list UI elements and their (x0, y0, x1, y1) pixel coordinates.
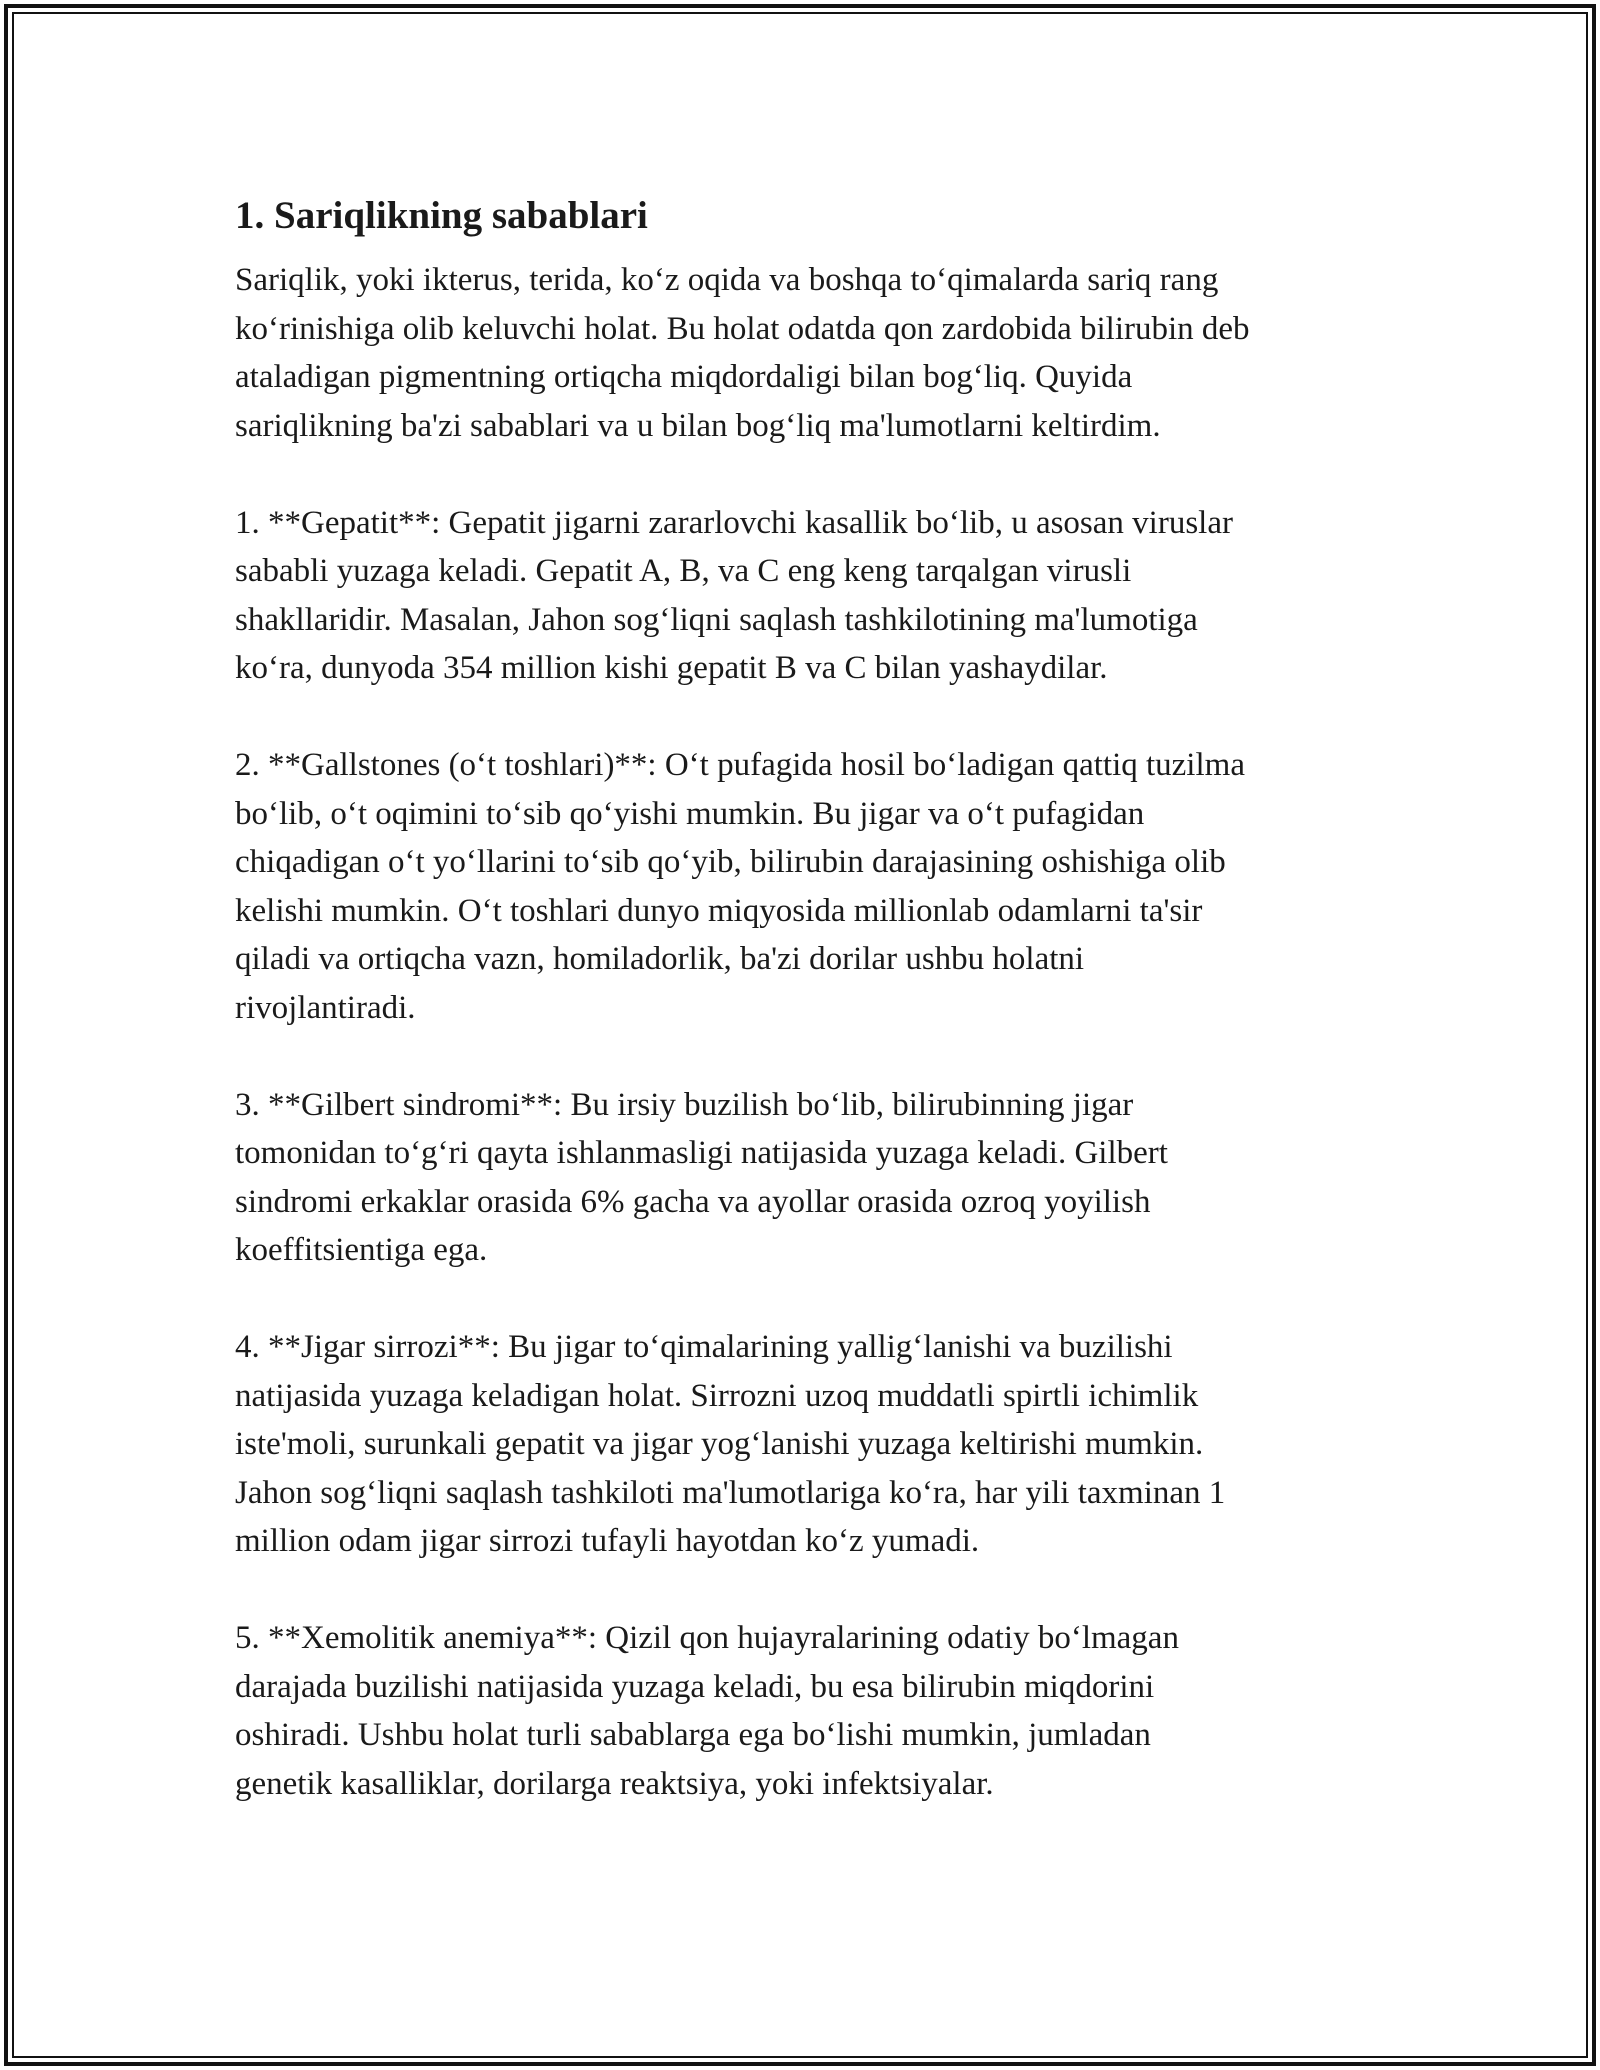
document-body (235, 188, 1385, 1857)
text-line: darajada buzilishi natijasida yuzaga keladi, bu esa bilirubin miqdorini (235, 1668, 1155, 1705)
text-line: Jahon sog‘liqni saqlash tashkiloti ma'lumotlariga ko‘ra, har yili taxminan 1 (235, 1474, 1226, 1511)
section-heading: 1. Sariqlikning sabablari (235, 194, 648, 237)
text-line: qiladi va ortiqcha vazn, homiladorlik, ba'zi dorilar ushbu holatni (235, 941, 1085, 977)
text-line: sindromi erkaklar orasida 6% gacha va ayollar orasida ozroq yoyilish (235, 1183, 1151, 1220)
text-line: 5. **Xemolitik anemiya**: Qizil qon hujayralarining odatiy bo‘lmagan (235, 1620, 1179, 1656)
text-line: ataladigan pigmentning ortiqcha miqdordaligi bilan bog‘liq. Quyida (235, 359, 1133, 395)
text-line: bo‘lib, o‘t oqimini to‘sib qo‘yishi mumkin. Bu jigar va o‘t pufagidan (235, 795, 1145, 832)
text-line: kelishi mumkin. O‘t toshlari dunyo miqyosida millionlab odamlarni ta'sir (235, 892, 1203, 929)
intro-paragraph (235, 256, 1385, 450)
text-line: sariqlikning ba'zi sabablari va u bilan bog‘liq ma'lumotlarni keltirdim. (235, 407, 1161, 444)
text-line: iste'moli, surunkali gepatit va jigar yog‘lanishi yuzaga keltirishi mumkin. (235, 1426, 1204, 1462)
text-line: tomonidan to‘g‘ri qayta ishlanmasligi natijasida yuzaga keladi. Gilbert (235, 1135, 1168, 1171)
cause-paragraph-gilbert (235, 1081, 1385, 1275)
text-line: ko‘ra, dunyoda 354 million kishi gepatit B va C bilan yashaydilar. (235, 650, 1108, 686)
text-line: sababli yuzaga keladi. Gepatit A, B, va C eng keng tarqalgan virusli (235, 553, 1132, 589)
text-line: million odam jigar sirrozi tufayli hayotdan ko‘z yumadi. (235, 1523, 980, 1559)
text-line: natijasida yuzaga keladigan holat. Sirrozni uzoq muddatli spirtli ichimlik (235, 1377, 1199, 1414)
text-line: oshiradi. Ushbu holat turli sabablarga ega bo‘lishi mumkin, jumladan (235, 1717, 1151, 1753)
cause-paragraph-gepatit (235, 499, 1385, 693)
text-line: koeffitsientiga ega. (235, 1232, 488, 1268)
text-line: rivojlantiradi. (235, 989, 416, 1026)
text-line: ko‘rinishiga olib keluvchi holat. Bu holat odatda qon zardobida bilirubin deb (235, 310, 1250, 347)
text-line: shakllaridir. Masalan, Jahon sog‘liqni saqlash tashkilotining ma'lumotiga (235, 601, 1198, 638)
cause-paragraph-anemiya (235, 1614, 1385, 1808)
text-line: 4. **Jigar sirrozi**: Bu jigar to‘qimalarining yallig‘lanishi va buzilishi (235, 1329, 1173, 1365)
text-line: 2. **Gallstones (o‘t toshlari)**: O‘t pufagida hosil bo‘ladigan qattiq tuzilma (235, 747, 1245, 783)
text-line: 1. **Gepatit**: Gepatit jigarni zararlovchi kasallik bo‘lib, u asosan viruslar (235, 504, 1233, 541)
cause-paragraph-gallstones (235, 741, 1385, 1032)
text-line: genetik kasalliklar, dorilarga reaktsiya, yoki infektsiyalar. (235, 1765, 994, 1802)
text-line: Sariqlik, yoki ikterus, terida, ko‘z oqida va boshqa to‘qimalarda sariq rang (235, 262, 1219, 298)
text-line: 3. **Gilbert sindromi**: Bu irsiy buzilish bo‘lib, bilirubinning jigar (235, 1086, 1134, 1123)
cause-paragraph-sirroz (235, 1323, 1385, 1566)
text-line: chiqadigan o‘t yo‘llarini to‘sib qo‘yib, bilirubin darajasining oshishiga olib (235, 844, 1226, 880)
